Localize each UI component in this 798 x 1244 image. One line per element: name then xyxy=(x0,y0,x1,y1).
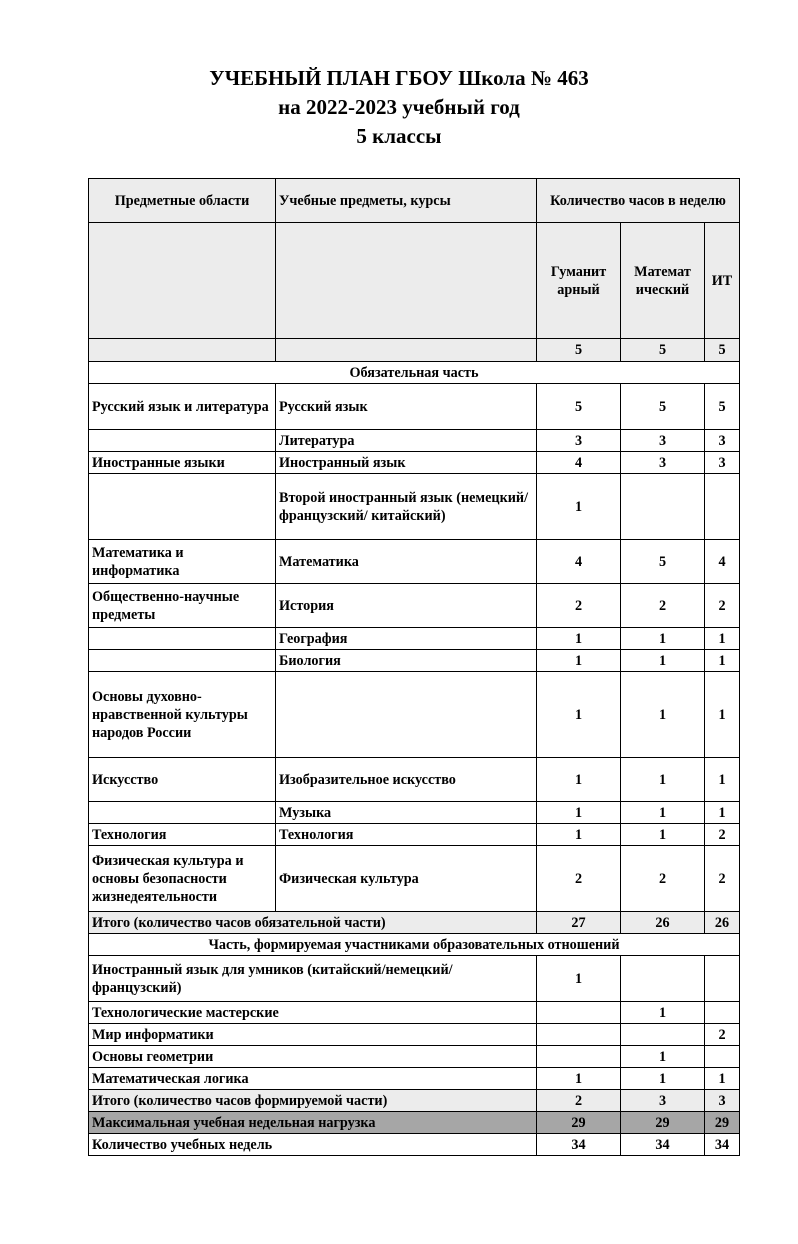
subject-area-cell xyxy=(89,802,276,824)
hours-cell-humanitarian xyxy=(537,1024,621,1046)
hours-cell-humanitarian: 4 xyxy=(537,452,621,474)
optional-total-row xyxy=(89,1090,740,1112)
hours-cell-humanitarian: 29 xyxy=(537,1112,621,1134)
subject-name-cell: Математика xyxy=(276,540,537,584)
hours-cell-it xyxy=(705,1002,740,1024)
max-load-row-label: Максимальная учебная недельная нагрузка xyxy=(89,1112,537,1134)
hours-cell-it: 3 xyxy=(705,452,740,474)
hours-cell-mathematical: 3 xyxy=(621,452,705,474)
course-name-cell: Иностранный язык для умников (китайский/немецкий/ французский) xyxy=(89,956,537,1002)
subject-area-cell: Основы духовно-нравственной культуры народов России xyxy=(89,672,276,758)
hours-cell-humanitarian: 34 xyxy=(537,1134,621,1156)
weeks-row xyxy=(89,1134,740,1156)
optional-section-row xyxy=(89,934,740,956)
header-it: ИТ xyxy=(705,223,740,339)
hours-cell-it: 1 xyxy=(705,650,740,672)
hours-cell-humanitarian: 1 xyxy=(537,758,621,802)
mandatory-total-row xyxy=(89,912,740,934)
header-grade-row xyxy=(89,339,740,362)
subject-name-cell: География xyxy=(276,628,537,650)
subject-name-cell: Изобразительное искусство xyxy=(276,758,537,802)
hours-cell-humanitarian: 2 xyxy=(537,584,621,628)
subject-area-cell: Русский язык и литература xyxy=(89,384,276,430)
subject-area-cell xyxy=(89,474,276,540)
hours-cell-mathematical: 1 xyxy=(621,758,705,802)
course-row xyxy=(89,1068,740,1090)
hours-cell-mathematical: 1 xyxy=(621,672,705,758)
hours-cell-mathematical: 2 xyxy=(621,584,705,628)
hours-cell-mathematical xyxy=(621,474,705,540)
subject-area-cell xyxy=(89,628,276,650)
subject-area-cell: Иностранные языки xyxy=(89,452,276,474)
hours-cell-humanitarian: 27 xyxy=(537,912,621,934)
subject-row xyxy=(89,452,740,474)
hours-cell-humanitarian xyxy=(537,1046,621,1068)
title-line-3: 5 классы xyxy=(356,124,442,148)
subject-name-cell xyxy=(276,672,537,758)
hours-cell-mathematical: 5 xyxy=(621,540,705,584)
hours-cell-mathematical: 3 xyxy=(621,430,705,452)
subject-name-cell: Русский язык xyxy=(276,384,537,430)
subject-row xyxy=(89,650,740,672)
hours-cell-humanitarian: 3 xyxy=(537,430,621,452)
subject-area-cell: Общественно-научные предметы xyxy=(89,584,276,628)
subject-row xyxy=(89,824,740,846)
hours-cell-mathematical: 5 xyxy=(621,384,705,430)
hours-cell-it xyxy=(705,474,740,540)
hours-cell-mathematical: 3 xyxy=(621,1090,705,1112)
header-hours: Количество часов в неделю xyxy=(537,179,740,223)
course-row xyxy=(89,956,740,1002)
hours-cell-mathematical: 1 xyxy=(621,650,705,672)
header-grade-cell: 5 xyxy=(705,339,740,362)
hours-cell-humanitarian: 1 xyxy=(537,628,621,650)
hours-cell-humanitarian: 1 xyxy=(537,956,621,1002)
subject-area-cell xyxy=(89,650,276,672)
weeks-row-label: Количество учебных недель xyxy=(89,1134,537,1156)
hours-cell-humanitarian xyxy=(537,1002,621,1024)
document-title xyxy=(0,64,798,151)
subject-row xyxy=(89,758,740,802)
hours-cell-it: 1 xyxy=(705,628,740,650)
hours-cell-mathematical xyxy=(621,1024,705,1046)
header-grade-cell: 5 xyxy=(537,339,621,362)
hours-cell-it: 5 xyxy=(705,384,740,430)
subject-row xyxy=(89,384,740,430)
title-line-2: на 2022-2023 учебный год xyxy=(278,95,520,119)
hours-cell-humanitarian: 2 xyxy=(537,846,621,912)
subject-name-cell: Биология xyxy=(276,650,537,672)
hours-cell-it: 2 xyxy=(705,824,740,846)
hours-cell-it xyxy=(705,1046,740,1068)
hours-cell-humanitarian: 1 xyxy=(537,802,621,824)
subject-row xyxy=(89,430,740,452)
hours-cell-mathematical: 2 xyxy=(621,846,705,912)
header-empty-cell xyxy=(276,223,537,339)
subject-row xyxy=(89,672,740,758)
header-subjects: Учебные предметы, курсы xyxy=(276,179,537,223)
subject-area-cell xyxy=(89,430,276,452)
hours-cell-it: 3 xyxy=(705,430,740,452)
header-empty-cell xyxy=(89,339,276,362)
hours-cell-it xyxy=(705,956,740,1002)
hours-cell-it: 2 xyxy=(705,1024,740,1046)
hours-cell-it: 29 xyxy=(705,1112,740,1134)
subject-name-cell: История xyxy=(276,584,537,628)
hours-cell-mathematical: 1 xyxy=(621,1046,705,1068)
subject-name-cell: Иностранный язык xyxy=(276,452,537,474)
course-name-cell: Основы геометрии xyxy=(89,1046,537,1068)
hours-cell-it: 4 xyxy=(705,540,740,584)
hours-cell-humanitarian: 4 xyxy=(537,540,621,584)
hours-cell-humanitarian: 2 xyxy=(537,1090,621,1112)
hours-cell-it: 2 xyxy=(705,846,740,912)
subject-row xyxy=(89,802,740,824)
hours-cell-mathematical: 26 xyxy=(621,912,705,934)
hours-cell-mathematical: 1 xyxy=(621,802,705,824)
subject-row xyxy=(89,540,740,584)
hours-cell-it: 1 xyxy=(705,672,740,758)
header-empty-cell xyxy=(89,223,276,339)
max-load-row xyxy=(89,1112,740,1134)
hours-cell-it: 2 xyxy=(705,584,740,628)
hours-cell-it: 34 xyxy=(705,1134,740,1156)
header-grade-cell: 5 xyxy=(621,339,705,362)
subject-area-cell: Технология xyxy=(89,824,276,846)
subject-area-cell: Искусство xyxy=(89,758,276,802)
hours-cell-it: 26 xyxy=(705,912,740,934)
header-row xyxy=(89,179,740,223)
hours-cell-humanitarian: 1 xyxy=(537,824,621,846)
optional-total-row-label: Итого (количество часов формируемой части) xyxy=(89,1090,537,1112)
subject-area-cell: Физическая культура и основы безопасности жизнедеятельности xyxy=(89,846,276,912)
curriculum-table xyxy=(88,178,740,1156)
header-empty-cell xyxy=(276,339,537,362)
course-row xyxy=(89,1046,740,1068)
hours-cell-mathematical: 34 xyxy=(621,1134,705,1156)
subject-name-cell: Технология xyxy=(276,824,537,846)
header-profile-row xyxy=(89,223,740,339)
subject-area-cell: Математика и информатика xyxy=(89,540,276,584)
course-name-cell: Технологические мастерские xyxy=(89,1002,537,1024)
course-name-cell: Мир информатики xyxy=(89,1024,537,1046)
hours-cell-humanitarian: 1 xyxy=(537,474,621,540)
subject-row xyxy=(89,584,740,628)
hours-cell-mathematical: 1 xyxy=(621,824,705,846)
hours-cell-it: 1 xyxy=(705,802,740,824)
subject-name-cell: Второй иностранный язык (немецкий/французский/ китайский) xyxy=(276,474,537,540)
course-name-cell: Математическая логика xyxy=(89,1068,537,1090)
hours-cell-humanitarian: 1 xyxy=(537,672,621,758)
header-mathematical: Математ ический xyxy=(621,223,705,339)
hours-cell-it: 3 xyxy=(705,1090,740,1112)
mandatory-section-row xyxy=(89,362,740,384)
hours-cell-mathematical: 1 xyxy=(621,1068,705,1090)
subject-name-cell: Музыка xyxy=(276,802,537,824)
hours-cell-mathematical: 29 xyxy=(621,1112,705,1134)
subject-name-cell: Литература xyxy=(276,430,537,452)
header-humanitarian: Гуманит арный xyxy=(537,223,621,339)
header-areas: Предметные области xyxy=(89,179,276,223)
optional-section-row-label: Часть, формируемая участниками образовательных отношений xyxy=(89,934,740,956)
title-line-1: УЧЕБНЫЙ ПЛАН ГБОУ Школа № 463 xyxy=(209,66,589,90)
hours-cell-mathematical: 1 xyxy=(621,628,705,650)
course-row xyxy=(89,1002,740,1024)
hours-cell-mathematical xyxy=(621,956,705,1002)
hours-cell-humanitarian: 5 xyxy=(537,384,621,430)
mandatory-section-row-label: Обязательная часть xyxy=(89,362,740,384)
subject-row xyxy=(89,846,740,912)
subject-name-cell: Физическая культура xyxy=(276,846,537,912)
hours-cell-mathematical: 1 xyxy=(621,1002,705,1024)
subject-row xyxy=(89,474,740,540)
subject-row xyxy=(89,628,740,650)
mandatory-total-row-label: Итого (количество часов обязательной части) xyxy=(89,912,537,934)
hours-cell-it: 1 xyxy=(705,758,740,802)
course-row xyxy=(89,1024,740,1046)
hours-cell-humanitarian: 1 xyxy=(537,650,621,672)
hours-cell-humanitarian: 1 xyxy=(537,1068,621,1090)
hours-cell-it: 1 xyxy=(705,1068,740,1090)
